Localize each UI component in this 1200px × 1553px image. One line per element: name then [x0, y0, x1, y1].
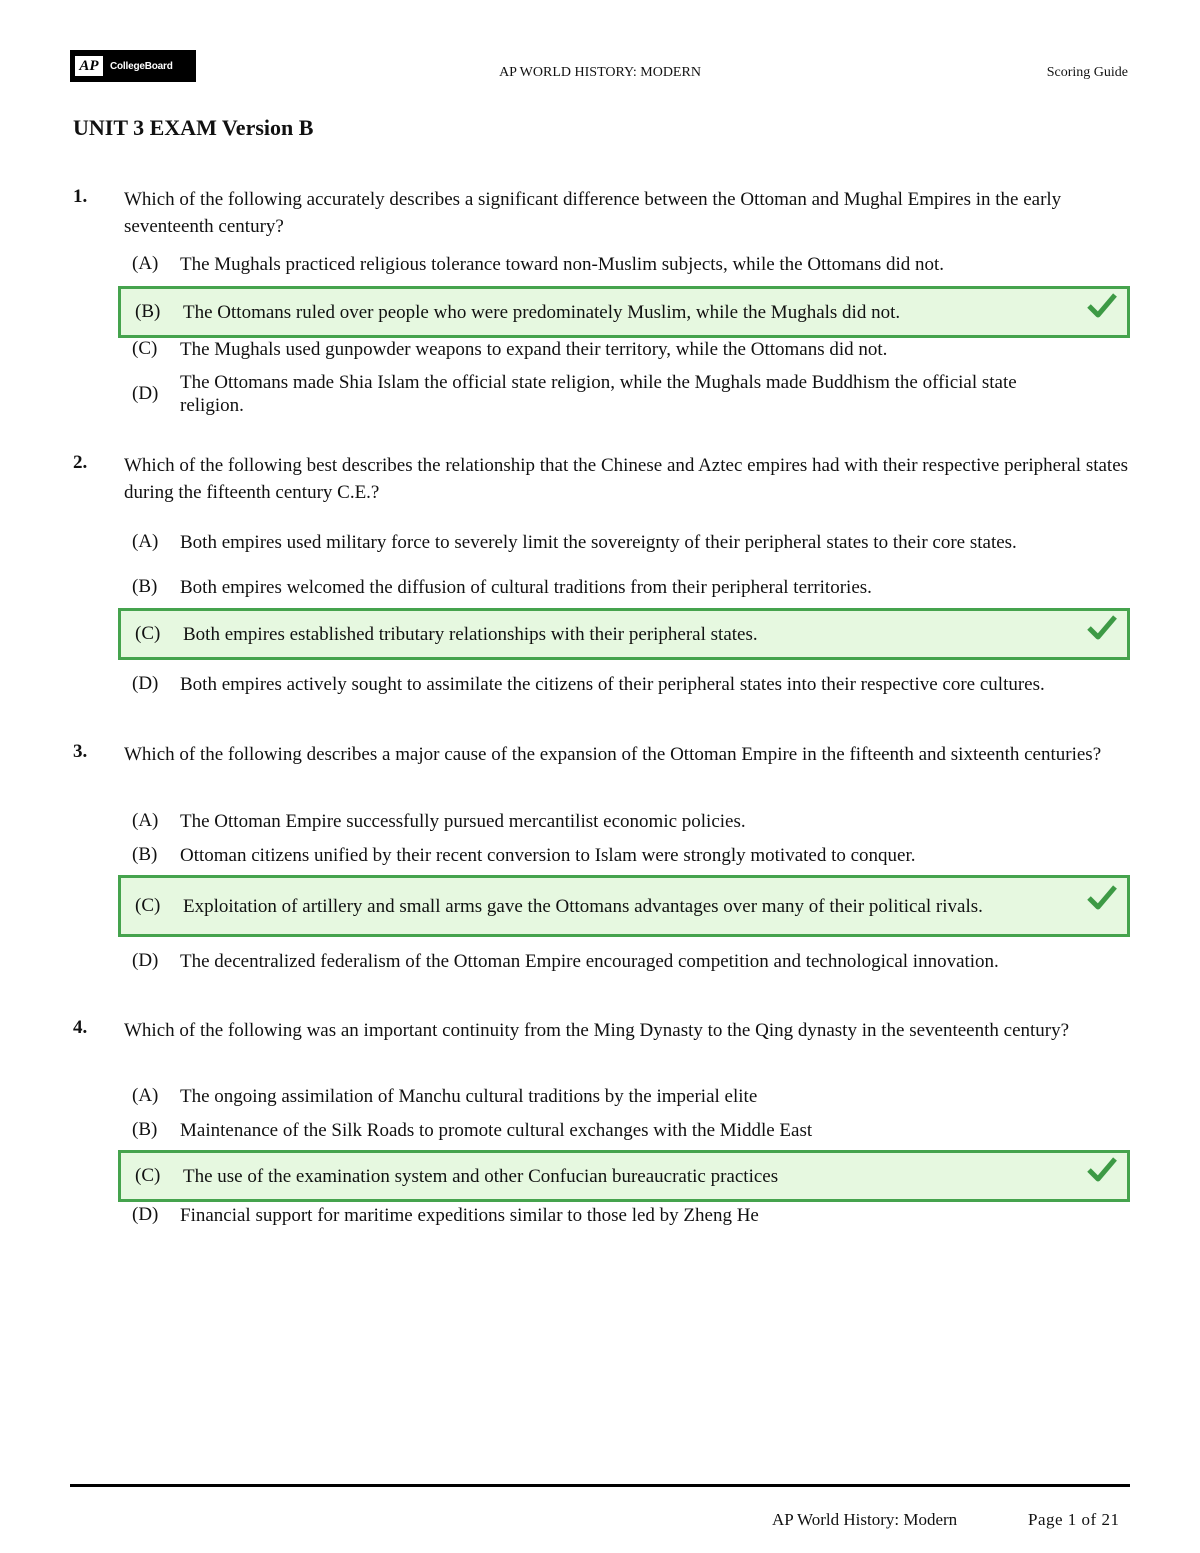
choice-text: The Mughals used gunpowder weapons to expand their territory, while the Ottomans did not.: [180, 338, 888, 360]
choice-letter: (B): [132, 844, 158, 865]
choice-text: The Ottomans made Shia Islam the official state religion, while the Mughals made Buddhism the official state religion.: [180, 372, 1017, 416]
question-stem: Which of the following was an important continuity from the Ming Dynasty to the Qing dynasty in the seventeenth century?: [124, 1020, 1070, 1041]
choice-c-correct[interactable]: [118, 608, 1130, 660]
checkmark-icon: [1087, 614, 1117, 640]
footer-course: AP World History: Modern: [772, 1510, 958, 1529]
choice-a[interactable]: [118, 251, 1130, 277]
checkmark-icon: [1087, 292, 1117, 318]
choice-letter: (A): [132, 253, 159, 274]
choice-letter: (A): [132, 531, 159, 552]
choice-letter: (D): [132, 673, 159, 694]
choice-text: Both empires actively sought to assimilate the citizens of their peripheral states into their respective core cultures.: [180, 673, 1045, 695]
choice-a[interactable]: [118, 808, 1130, 834]
question-number: 3.: [73, 741, 88, 762]
choice-text: Exploitation of artillery and small arms gave the Ottomans advantages over many of their political rivals.: [183, 895, 983, 917]
choice-text: The decentralized federalism of the Ottoman Empire encouraged competition and technological innovation.: [180, 950, 999, 972]
checkmark-icon: [1087, 884, 1117, 910]
question-number: 1.: [73, 186, 88, 207]
choice-letter: (C): [135, 1165, 161, 1186]
choice-b[interactable]: [118, 842, 1130, 868]
choice-a[interactable]: [118, 518, 1130, 566]
choice-b-correct[interactable]: [118, 286, 1130, 338]
choice-text: Both empires established tributary relationships with their peripheral states.: [183, 623, 758, 645]
choice-letter: (B): [132, 576, 158, 597]
question-number: 2.: [73, 452, 88, 473]
checkmark-icon: [1087, 1156, 1117, 1182]
choice-text: Both empires welcomed the diffusion of cultural traditions from their peripheral territories.: [180, 576, 872, 598]
question-stem: Which of the following describes a major cause of the expansion of the Ottoman Empire in the fifteenth and sixteenth centuries?: [124, 744, 1102, 765]
choice-text: The use of the examination system and other Confucian bureaucratic practices: [183, 1165, 779, 1187]
footer-divider: [70, 1484, 1130, 1487]
header-scoring-guide: Scoring Guide: [1046, 65, 1128, 80]
choice-c[interactable]: [118, 336, 1130, 362]
question-stem: Which of the following accurately describes a significant difference between the Ottoman and Mughal Empires in the early seventeenth century?: [124, 189, 1062, 237]
choice-text: Ottoman citizens unified by their recent conversion to Islam were strongly motivated to conquer.: [180, 844, 916, 866]
choice-letter: (D): [132, 383, 159, 404]
choice-d[interactable]: [118, 1202, 1130, 1228]
choice-d[interactable]: [118, 370, 1130, 418]
choice-c-correct[interactable]: [118, 1150, 1130, 1202]
choice-letter: (D): [132, 1204, 159, 1225]
choice-text: Both empires used military force to severely limit the sovereignty of their peripheral states to their core states.: [180, 531, 1017, 553]
choice-text: Maintenance of the Silk Roads to promote cultural exchanges with the Middle East: [180, 1119, 813, 1141]
choice-d[interactable]: [118, 660, 1130, 708]
choice-letter: (D): [132, 950, 159, 971]
footer-page-number: Page 1 of 21: [1028, 1510, 1120, 1529]
choice-letter: (B): [132, 1119, 158, 1140]
choice-text: The ongoing assimilation of Manchu cultural traditions by the imperial elite: [180, 1085, 758, 1107]
logo-collegeboard-text: CollegeBoard: [110, 60, 173, 72]
choice-text: Financial support for maritime expeditions similar to those led by Zheng He: [180, 1204, 759, 1226]
choice-d[interactable]: [118, 937, 1130, 985]
choice-letter: (C): [135, 895, 161, 916]
choice-text: The Ottoman Empire successfully pursued mercantilist economic policies.: [180, 810, 746, 832]
exam-title: UNIT 3 EXAM Version B: [73, 115, 314, 140]
header-course-title: AP WORLD HISTORY: MODERN: [499, 65, 701, 80]
question-stem: Which of the following best describes the relationship that the Chinese and Aztec empires had with their respective peripheral states during the fifteenth century C.E.?: [124, 455, 1129, 503]
logo-ap-mark: AP: [75, 56, 103, 76]
choice-a[interactable]: [118, 1083, 1130, 1109]
choice-b[interactable]: [118, 1117, 1130, 1143]
choice-letter: (B): [135, 301, 161, 322]
choice-letter: (A): [132, 810, 159, 831]
question-number: 4.: [73, 1017, 88, 1038]
choice-b[interactable]: [118, 574, 1130, 600]
choice-letter: (C): [132, 338, 158, 359]
choice-letter: (C): [135, 623, 161, 644]
choice-letter: (A): [132, 1085, 159, 1106]
choice-text: The Mughals practiced religious tolerance toward non-Muslim subjects, while the Ottomans did not.: [180, 253, 945, 275]
page-header: [70, 50, 1130, 84]
choice-c-correct[interactable]: [118, 875, 1130, 937]
choice-text: The Ottomans ruled over people who were predominately Muslim, while the Mughals did not.: [183, 301, 901, 323]
